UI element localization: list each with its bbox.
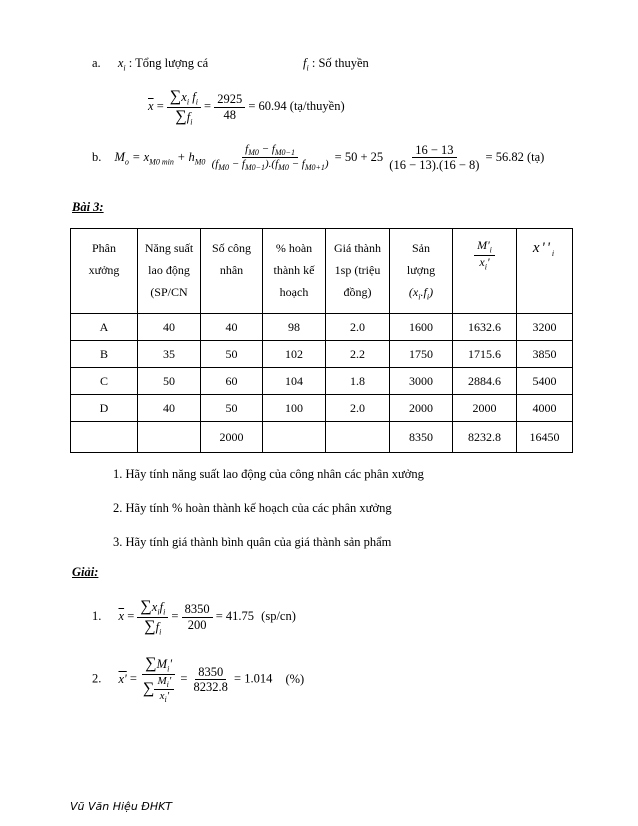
solution-2: 2. x' = $\sum M_i'$ ∑ $\frac{M_i'}{x_i'}$ = $\frac{8350}{8232.8}$ = 1.014 (%): [92, 655, 305, 705]
table-header-row: [71, 229, 573, 314]
part-b-numerator: 16 − 13: [412, 143, 456, 158]
fi-symbol: $f_i$: [303, 56, 309, 73]
xi-description: Tổng lượng cá: [135, 56, 209, 70]
part-a-denominator: 48: [223, 107, 236, 122]
table-row: C 50 60 104 1.8 3000 2884.6 5400: [71, 368, 573, 395]
solution-2-numerator: 8350: [195, 665, 226, 680]
solution-1-denominator: 200: [187, 617, 207, 632]
table-row: B 35 50 102 2.2 1750 1715.6 3850: [71, 341, 573, 368]
part-a-numerator: 2925: [214, 92, 245, 107]
solution-1-numerator: 8350: [182, 602, 213, 617]
header-gia-thanh: Giá thành 1sp (triệu đồng): [326, 229, 390, 314]
xi-symbol: $x_i$: [117, 56, 126, 73]
footer-author: Vũ Văn Hiệu ĐHKT: [70, 800, 173, 813]
bai3-heading: Bài 3:: [72, 200, 104, 214]
part-b-value: 56.82: [495, 149, 524, 164]
question-2: 2. Hãy tính % hoàn thành kế hoạch của các phân xưởng: [113, 501, 392, 515]
solution-2-label: 2.: [92, 671, 102, 686]
solution-2-denominator: 8232.8: [193, 680, 228, 695]
solution-2-unit: (%): [285, 671, 305, 686]
fi-line: $f_i$ : Số thuyền: [303, 56, 369, 73]
part-b-h: 25: [370, 149, 384, 164]
table-row: A 40 40 98 2.0 1600 1632.6 3200: [71, 314, 573, 341]
table-total-row: 2000 8350 8232.8 16450: [71, 422, 573, 453]
part-b-unit: (tạ): [526, 149, 545, 164]
header-nang-suat: Năng suất lao động (SP/CN: [138, 229, 201, 314]
solution-1-unit: (sp/cn): [261, 609, 296, 624]
table-row: D 40 50 100 2.0 2000 2000 4000: [71, 395, 573, 422]
fi-description: Số thuyền: [318, 56, 369, 70]
question-3: 3. Hãy tính giá thành bình quân của giá thành sản phẩm: [113, 535, 392, 549]
header-hoan-thanh: % hoàn thành kế hoạch: [263, 229, 326, 314]
part-a-label: a.: [92, 56, 101, 70]
part-a-value: 60.94: [258, 99, 287, 114]
header-xi-symbol: $x''_i$: [517, 229, 573, 314]
giai-heading: Giải:: [72, 565, 99, 579]
solution-1-value: 41.75: [225, 609, 255, 624]
part-b-formula: b. $M_o = x_{M0 min} + h_{M0}$ $\frac{f_{M0} - f_{M0-1}}{(f_{M0} - f_{M0-1}).(f_{M0} - f_{M0+1})}$ = 50 + 25 $\frac{16 - 13}{(16 - 13).(16 - 8)}$ = 56.82 (tạ): [92, 143, 545, 173]
header-san-luong: Sản lượng $(x_i.f_i)$: [390, 229, 453, 314]
header-mi-xi: $\frac{M'_i}{x_i'}$: [453, 229, 517, 314]
part-a-unit: (tạ/thuyền): [289, 99, 345, 114]
part-b-label: b.: [92, 149, 102, 164]
solution-1-label: 1.: [92, 609, 102, 624]
question-1: 1. Hãy tính năng suất lao động của công nhân các phân xưởng: [113, 467, 424, 481]
header-phan-xuong: Phân xưởng: [71, 229, 138, 314]
solution-1: 1. $\overline{x}$ = $\frac{\sum x_if_i}{\sum f_i}$ = $\frac{8350}{200}$ = 41.75 (sp/cn): [92, 598, 296, 637]
header-so-cong-nhan: Số công nhân: [201, 229, 263, 314]
part-a-line: a. $x_i$ : Tổng lượng cá: [92, 56, 209, 73]
data-table: [70, 228, 573, 453]
part-b-base: 50: [344, 149, 358, 164]
part-a-formula: $\overline{x}$ = $\frac{\sum x_i f_i}{\sum f_i}$ = $\frac{2925}{48}$ = 60.94 (tạ/thuyền): [148, 88, 345, 127]
part-b-denominator: (16 − 13).(16 − 8): [389, 158, 480, 173]
solution-2-value: 1.014: [244, 671, 273, 686]
